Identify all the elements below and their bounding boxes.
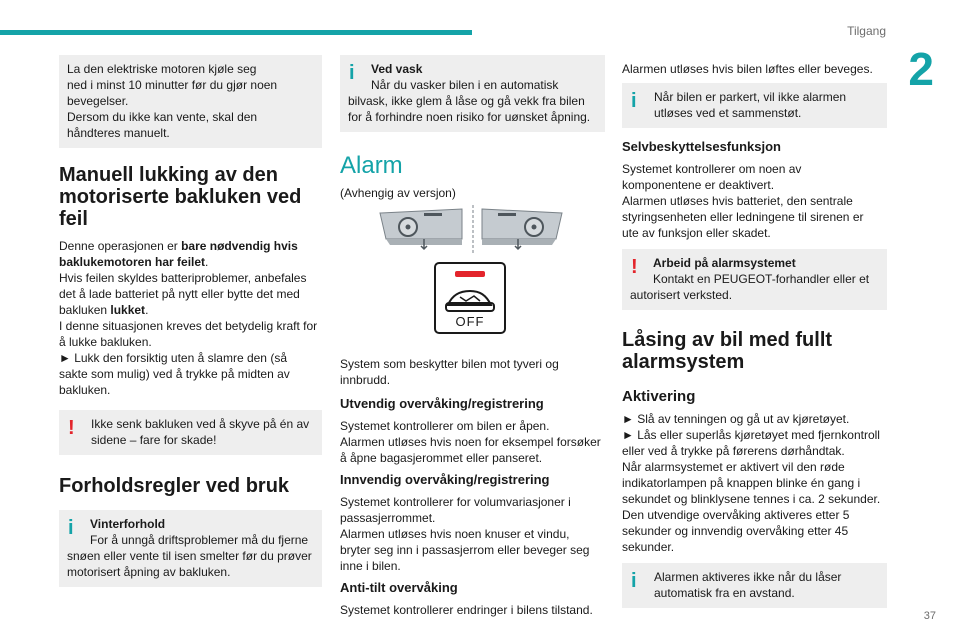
section-label: Tilgang: [847, 24, 886, 38]
bold-run: baklukemotoren har feilet: [59, 255, 206, 269]
heading-external-monitoring: Utvendig overvåking/registrering: [340, 396, 544, 411]
info-icon: i: [349, 62, 355, 84]
info-icon: i: [631, 90, 637, 112]
text-line: ► Lås eller superlås kjøretøyet med fjernkontroll: [622, 428, 880, 442]
box-line: motorisert åpning av bakluken.: [67, 565, 231, 579]
warning-icon: !: [68, 417, 75, 439]
text-line: sekundet og blinklysene tennes i ca. 2 sekunder.: [622, 492, 881, 506]
off-label: OFF: [455, 314, 485, 329]
text-line: å åpne bagasjerommet eller panseret.: [340, 451, 543, 465]
text-run: .: [145, 303, 149, 317]
version-note: (Avhengig av versjon): [340, 186, 456, 200]
text-line: innbrudd.: [340, 373, 391, 387]
text-line: Alarmen utløses hvis batteriet, den sentrale: [622, 194, 853, 208]
column-1: [59, 55, 322, 587]
warning-icon: !: [631, 256, 638, 278]
info-box-cooling: [59, 55, 322, 148]
box-line: håndteres manuelt.: [67, 126, 170, 140]
box-title: [630, 255, 879, 271]
column-2: [340, 55, 605, 618]
text-line: sekunder og innvendig overvåking etter 45: [622, 524, 849, 538]
heading-line: motoriserte bakluken ved: [59, 186, 302, 208]
top-accent-bar: [0, 30, 472, 35]
box-line: For å unngå driftsproblemer må du fjerne: [90, 533, 309, 547]
text-line: Alarmen utløses hvis noen knuser et vindu,: [340, 527, 570, 541]
text-line: System som beskytter bilen mot tyveri og: [340, 357, 559, 371]
text-line: indikatorlampen på knappen blinke én gang i: [622, 476, 861, 490]
text-line: Systemet kontrollerer om noen av: [622, 162, 802, 176]
text-line: Alarmen utløses hvis noen for eksempel forsøker: [340, 435, 601, 449]
text-line: ► Lukk den forsiktig uten å slamre den (så: [59, 351, 287, 365]
box-line: ned i minst 10 minutter før du gjør noen: [67, 78, 278, 92]
text-line: å lukke bakluken.: [59, 335, 152, 349]
text-line: bryter seg inn i passasjerrom eller beveger seg: [340, 543, 590, 557]
info-box-parked: [622, 83, 887, 128]
text-run: .: [205, 255, 209, 269]
heading-line: Manuell lukking av den: [59, 164, 278, 186]
box-line: automatisk fra en avstand.: [654, 586, 795, 600]
text-line: Systemet kontrollerer for volumvariasjoner i: [340, 495, 571, 509]
self-protection-text: [622, 161, 887, 241]
heading-locking-full-alarm: [622, 329, 887, 373]
heading-internal-monitoring: Innvendig overvåking/registrering: [340, 472, 550, 487]
box-line: Når bilen er parkert, vil ikke alarmen: [654, 90, 847, 104]
text-line: ute av funksjon eller skadet.: [622, 226, 771, 240]
text-run: bakluken: [59, 303, 111, 317]
heading-manual-closing: [59, 164, 322, 230]
text-line: Hvis feilen skyldes batteriproblemer, anbefales: [59, 271, 307, 285]
box-line: La den elektriske motoren kjøle seg: [67, 62, 257, 76]
column-3: [622, 55, 887, 608]
text-run: Denne operasjonen er: [59, 239, 182, 253]
text-line: sakte som mulig) ved å trykke på midten av: [59, 367, 290, 381]
box-line: bilvask, ikke glem å låse og gå vekk fra bilen: [348, 94, 585, 108]
anti-tilt-text: [340, 602, 605, 618]
internal-monitoring-text: [340, 494, 605, 574]
text-line: inne i bilen.: [340, 559, 401, 573]
text-line: ► Slå av tenningen og gå ut av kjøretøyet.: [622, 412, 850, 426]
box-line: sidene – fare for skade!: [91, 433, 217, 447]
bold-run: Vinterforhold: [90, 517, 166, 531]
heading-line: Låsing av bil med fullt: [622, 329, 833, 351]
info-box-winter: [59, 510, 322, 587]
manual-closing-text: [59, 238, 322, 398]
heading-line: feil: [59, 208, 88, 230]
box-title: [67, 516, 314, 532]
bold-run: bare nødvendig hvis: [181, 239, 298, 253]
alarm-button-diagram: [340, 201, 605, 351]
heading-alarm: Alarm: [340, 152, 403, 179]
box-line: for å forhindre noen risiko for uønsket åpning.: [348, 110, 591, 124]
dashboard-left-icon: [380, 209, 462, 249]
text-line: I denne situasjonen kreves det betydelig kraft for: [59, 319, 318, 333]
text-line: Systemet kontrollerer om bilen er åpen.: [340, 419, 550, 433]
text-line: det å lade batteriet på nytt eller bytte det med: [59, 287, 300, 301]
box-line: autorisert verksted.: [630, 288, 733, 302]
text-line: sekunder.: [622, 540, 675, 554]
box-line: Kontakt en PEUGEOT-forhandler eller et: [653, 272, 870, 286]
bold-run: Ved vask: [371, 62, 423, 76]
alarm-illustration: [340, 201, 605, 351]
activation-text: [622, 411, 887, 555]
chapter-number: 2: [908, 43, 934, 95]
text-line: bakluken.: [59, 383, 111, 397]
info-box-auto-lock: [622, 563, 887, 608]
text-line: styringsenheten eller ledningene til sirenen er: [622, 210, 864, 224]
dashboard-right-icon: [482, 209, 562, 249]
bold-run: Arbeid på alarmsystemet: [653, 256, 796, 270]
page-number: 37: [923, 610, 936, 622]
box-line: Alarmen aktiveres ikke når du låser: [654, 570, 842, 584]
alarm-intro-text: [340, 356, 605, 388]
heading-anti-tilt: Anti-tilt overvåking: [340, 580, 458, 595]
heading-line: alarmsystem: [622, 351, 745, 373]
box-line: bevegelser.: [67, 94, 129, 108]
text-line: passasjerrommet.: [340, 511, 436, 525]
box-line: utløses ved et sammenstøt.: [654, 106, 802, 120]
text-line: komponentene er deaktivert.: [622, 178, 775, 192]
bold-run: lukket: [110, 303, 146, 317]
box-line: snøen eller vente til isen smelter før du prøver: [67, 549, 312, 563]
external-monitoring-text: [340, 418, 605, 466]
warning-box-tailgate: [59, 410, 322, 455]
text-line: Den utvendige overvåking aktiveres etter 5: [622, 508, 850, 522]
text-line: Når alarmsystemet er aktivert vil den røde: [622, 460, 845, 474]
info-box-washing: [340, 55, 605, 132]
warning-box-alarm-work: [622, 249, 887, 310]
info-icon: i: [68, 517, 74, 539]
heading-activation: Aktivering: [622, 388, 696, 405]
heading-self-protection: Selvbeskyttelsesfunksjon: [622, 139, 781, 154]
box-line: Dersom du ikke kan vente, skal den: [67, 110, 258, 124]
text-line: eller ved å trykke på førerens dørhåndtak.: [622, 444, 845, 458]
heading-precautions: Forholdsregler ved bruk: [59, 475, 290, 497]
box-line: Når du vasker bilen i en automatisk: [371, 78, 559, 92]
text-line: Systemet kontrollerer endringer i bilens tilstand.: [340, 603, 593, 617]
box-title: [348, 61, 597, 77]
info-icon: i: [631, 570, 637, 592]
text-line: Alarmen utløses hvis bilen løftes eller beveges.: [622, 62, 873, 76]
box-line: Ikke senk bakluken ved å skyve på én av: [91, 417, 310, 431]
